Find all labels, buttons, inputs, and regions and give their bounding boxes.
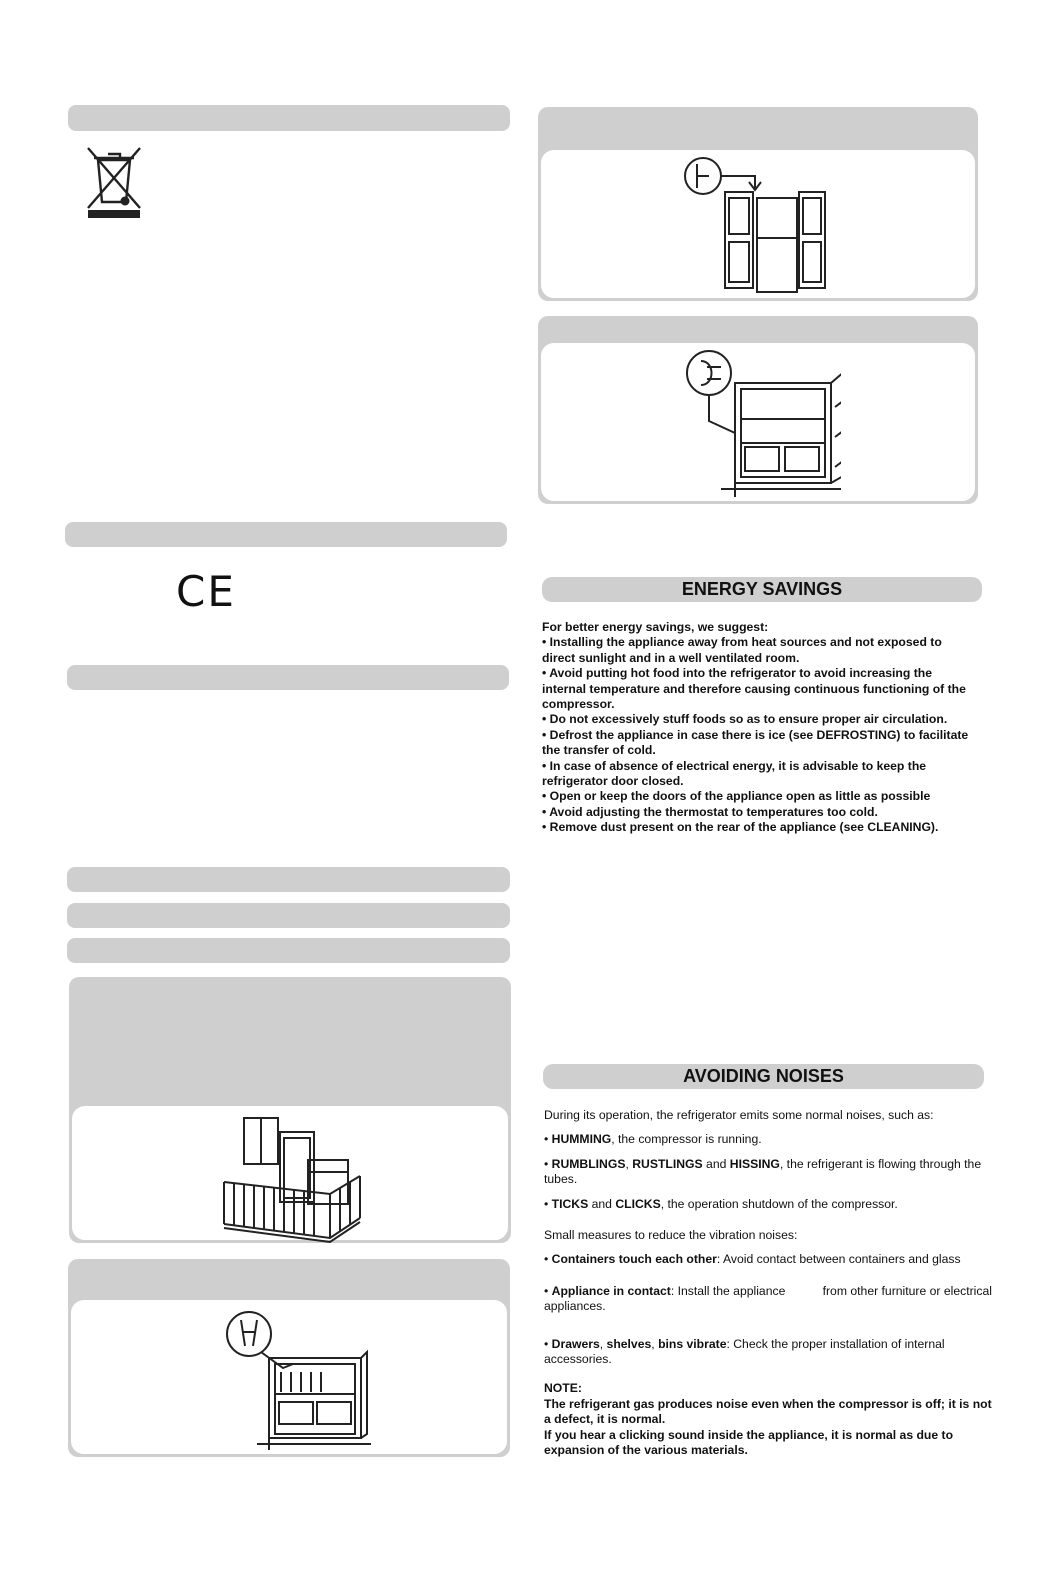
measure-drawers: • Drawers, shelves, bins vibrate: Check the proper installation of internal accessories. [544,1336,945,1367]
noise-humming: • HUMMING, the compressor is running. [544,1132,762,1147]
energy-item: • Installing the appliance away from heat sources and not exposed to direct sunlight and in a well ventilated room. [542,635,942,665]
noise-rumblings: • RUMBLINGS, RUSTLINGS and HISSING, the refrigerant is flowing through the tubes. [544,1156,982,1187]
section-header-bar-6 [67,938,510,963]
illustration-panel-door-reversal [538,107,978,301]
note-label: NOTE: [544,1381,582,1396]
avoiding-noises-title: AVOIDING NOISES [543,1064,984,1089]
illustration-panel-interior-door [538,316,978,504]
section-header-bar-disposal [68,105,510,131]
note-1: The refrigerant gas produces noise even when the compressor is off; it is not a defect, it is normal. [544,1396,992,1427]
ce-mark: CE [176,567,236,616]
energy-item: • Do not excessively stuff foods so as to ensure proper air circulation. [542,712,948,727]
illustration-panel-shelves [68,1259,510,1457]
refrigerator-interior-shelves-illustration [221,1306,371,1456]
energy-item: • Defrost the appliance in case there is ice (see DEFROSTING) to facilitate the transfer of cold. [542,727,969,758]
section-header-bar-3 [67,665,509,690]
measure-containers: • Containers touch each other: Avoid contact between containers and glass [544,1252,961,1267]
refrigerator-on-balcony-illustration [222,1112,362,1244]
energy-savings-title: ENERGY SAVINGS [542,577,982,602]
measure-contact: • Appliance in contact: Install the appliance from other furniture or electrical appliances. [544,1283,992,1314]
energy-item: • Open or keep the doors of the appliance open as little as possible [542,789,931,804]
energy-item: • Avoid putting hot food into the refrigerator to avoid increasing the internal temperature and therefore causing continuous functioning of the compressor. [542,666,966,712]
noises-measures: Small measures to reduce the vibration noises: [544,1228,798,1243]
illustration-panel-balcony [69,977,511,1243]
energy-item: • Remove dust present on the rear of the appliance (see CLEANING). [542,820,939,835]
note-2: If you hear a clicking sound inside the appliance, it is normal as due to expansion of the various materials. [544,1427,954,1458]
section-header-bar-conformity [65,522,507,547]
avoiding-noises-text [544,1108,992,1459]
energy-item: • Avoid adjusting the thermostat to temperatures too cold. [542,804,878,819]
energy-item: • In case of absence of electrical energy, it is advisable to keep the refrigerator door closed. [542,758,927,789]
door-reversal-illustration [683,154,833,296]
section-header-bar-5 [67,903,510,928]
note-block [544,1381,992,1458]
section-header-bar-4 [67,867,510,892]
refrigerator-open-door-illustration [681,347,841,503]
energy-savings-text [542,620,972,836]
energy-intro: For better energy savings, we suggest: [542,620,769,634]
noise-ticks: • TICKS and CLICKS, the operation shutdown of the compressor. [544,1196,898,1211]
crossed-out-bin-icon [84,146,144,222]
noises-intro: During its operation, the refrigerator emits some normal noises, such as: [544,1108,934,1122]
